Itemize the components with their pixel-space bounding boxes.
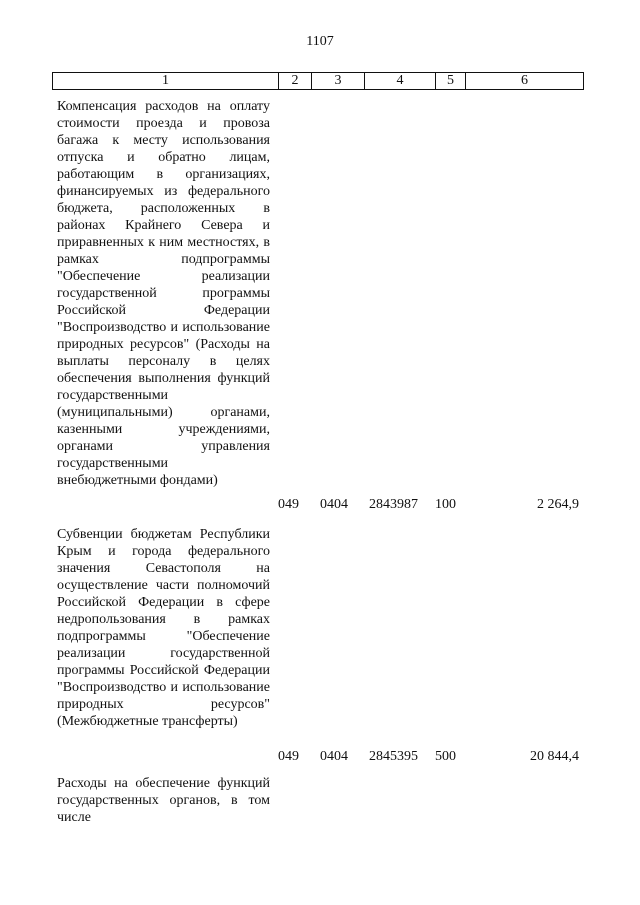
column-header-table <box>52 72 584 90</box>
table-row <box>52 775 592 835</box>
ministry-code: 049 <box>278 497 299 512</box>
amount: 20 844,4 <box>530 749 579 764</box>
column-header-6: 6 <box>466 73 584 90</box>
section-code: 0404 <box>320 497 348 512</box>
expense-type-code: 100 <box>435 497 456 512</box>
column-header-1: 1 <box>53 73 279 90</box>
table-row <box>52 526 592 772</box>
target-code: 2845395 <box>369 749 418 764</box>
expense-type-code: 500 <box>435 749 456 764</box>
ministry-code: 049 <box>278 749 299 764</box>
column-header-5: 5 <box>436 73 466 90</box>
target-code: 2843987 <box>369 497 418 512</box>
column-header-2: 2 <box>279 73 312 90</box>
row-description: Субвенции бюджетам Республики Крым и города федерального значения Севастополя на осуществление части полномочий Российской Федерации в сфере недропользования в рамках подпрограммы "Обеспечение реализации государственной программы Российской Федерации "Воспроизводство и использование природных ресурсов" (Межбюджетные трансферты) <box>57 527 270 729</box>
column-header-4: 4 <box>365 73 436 90</box>
page-number: 1107 <box>306 34 334 49</box>
column-header-3: 3 <box>312 73 365 90</box>
row-description: Расходы на обеспечение функций государственных органов, в том числе <box>57 776 270 825</box>
column-header-row <box>53 73 584 90</box>
table-row <box>52 98 592 518</box>
row-description: Компенсация расходов на оплату стоимости проезда и провоза багажа к месту использования отпуска и обратно лицам, работающим в организациях, финансируемых из федерального бюджета, расположенных в районах Крайнего Севера и приравненных к ним местностях, в рамках подпрограммы "Обеспечение реализации государственной программы Российской Федерации "Воспроизводство и использование природных ресурсов" (Расходы на выплаты персоналу в целях обеспечения выполнения функций государственными (муниципальными) органами, казенными учреждениями, органами управления государственными внебюджетными фондами) <box>57 99 270 488</box>
amount: 2 264,9 <box>537 497 579 512</box>
section-code: 0404 <box>320 749 348 764</box>
